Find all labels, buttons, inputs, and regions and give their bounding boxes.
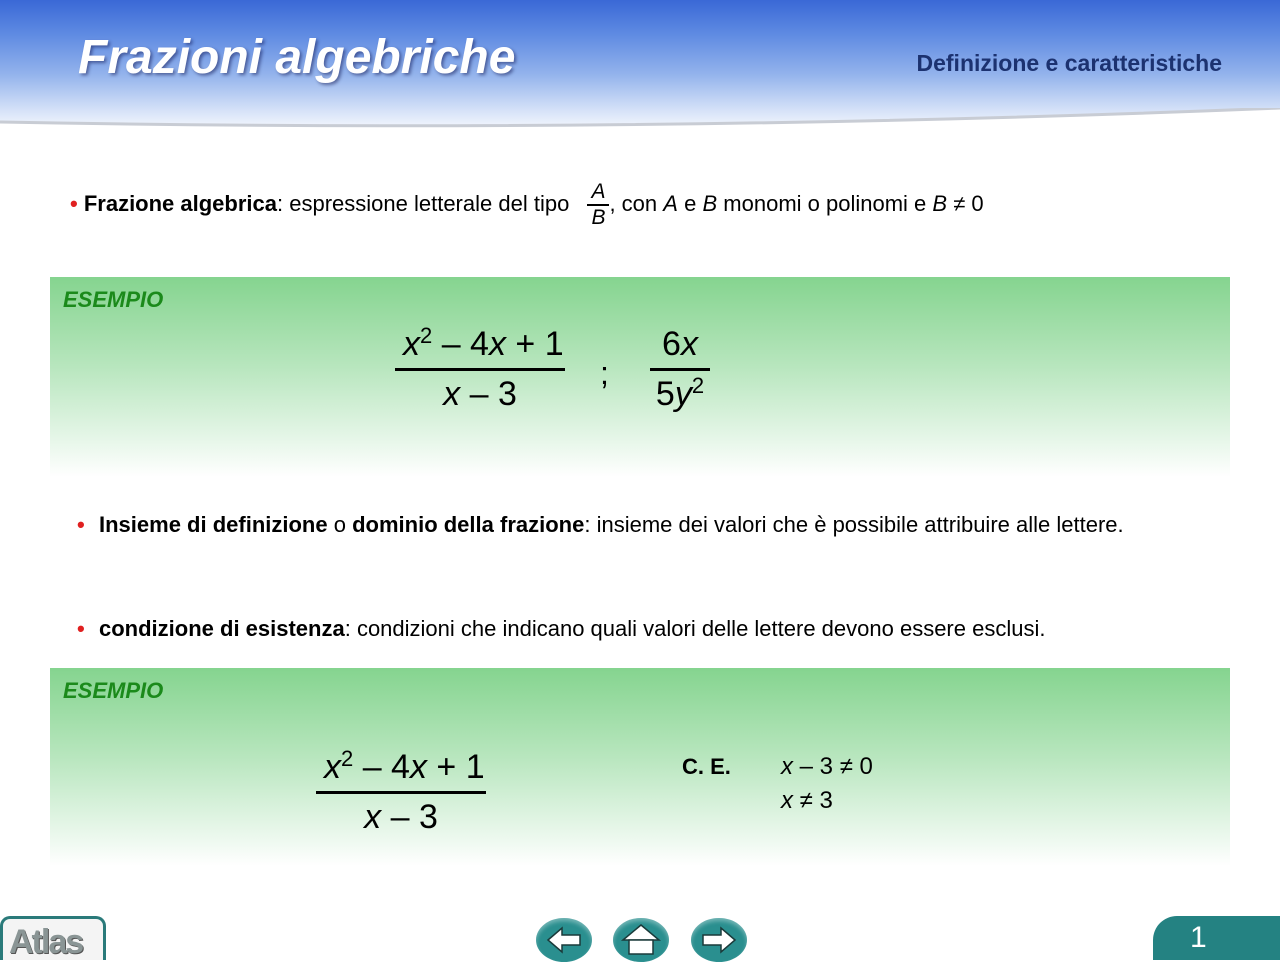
domain-term-1: Insieme di definizione	[99, 512, 328, 537]
ce-condition-1: x – 3 ≠ 0	[781, 753, 873, 780]
domain-text: : insieme dei valori che è possibile attribuire alle lettere.	[584, 512, 1124, 537]
definition-line	[70, 180, 984, 230]
example-label: ESEMPIO	[63, 678, 164, 703]
page-number-tab	[1153, 916, 1280, 960]
generic-fraction	[587, 180, 609, 230]
next-button[interactable]	[691, 918, 747, 962]
definition-term: Frazione algebrica	[83, 190, 278, 216]
existence-text: : condizioni che indicano quali valori delle lettere devono essere esclusi.	[344, 616, 1046, 641]
fraction-numerator: $x^2 - 4x + 1$	[403, 323, 564, 363]
definition-tail: monomi o polinomi e	[723, 190, 927, 216]
section-title: Definizione e caratteristiche	[916, 50, 1222, 76]
logo-text: Atlas	[9, 923, 83, 961]
ce-condition-2: x ≠ 3	[781, 787, 833, 814]
cond-var: B	[932, 190, 948, 216]
ce-label: C. E.	[682, 754, 731, 779]
definition-cond: ≠ 0	[953, 190, 984, 216]
bullet: •	[70, 190, 78, 216]
domain-conj: o	[333, 512, 346, 537]
arrow-left-icon	[536, 918, 592, 962]
fraction-denominator: $5y^2$	[650, 368, 710, 414]
conj: e	[684, 190, 697, 216]
var-a: A	[663, 190, 678, 216]
definition-after: , con	[609, 190, 658, 216]
existence-term: condizione di esistenza	[99, 616, 345, 641]
example-box-1	[50, 277, 1230, 477]
home-icon	[613, 918, 669, 962]
slide-title: Frazioni algebriche	[78, 31, 516, 84]
bullet-existence	[77, 614, 1216, 644]
fraction-polynomial	[316, 748, 486, 837]
fraction-denominator: B	[591, 206, 606, 230]
fraction-numerator: $x^2 - 4x + 1$	[324, 746, 485, 786]
bullet-domain	[77, 510, 1216, 540]
prev-button[interactable]	[536, 918, 592, 962]
fraction-numerator: 6x	[662, 325, 698, 363]
fraction-polynomial	[395, 325, 565, 414]
example-label: ESEMPIO	[63, 287, 164, 312]
example-box-2	[50, 668, 1230, 866]
domain-term-2: dominio della frazione	[352, 512, 585, 537]
fraction-monomial	[650, 325, 710, 414]
arrow-right-icon	[691, 918, 747, 962]
fraction-numerator: A	[587, 180, 609, 206]
slide-header	[0, 0, 1280, 135]
header-wave-decoration	[0, 108, 1280, 138]
fraction-separator: ;	[600, 355, 609, 391]
bullet: •	[77, 512, 85, 537]
atlas-logo	[0, 916, 106, 960]
page-number: 1	[1190, 921, 1207, 954]
home-button[interactable]	[613, 918, 669, 962]
fraction-denominator: x – 3	[395, 368, 565, 414]
definition-text: : espressione letterale del tipo	[277, 190, 570, 216]
var-b: B	[702, 190, 718, 216]
fraction-denominator: x – 3	[316, 791, 486, 837]
bullet: •	[77, 616, 85, 641]
